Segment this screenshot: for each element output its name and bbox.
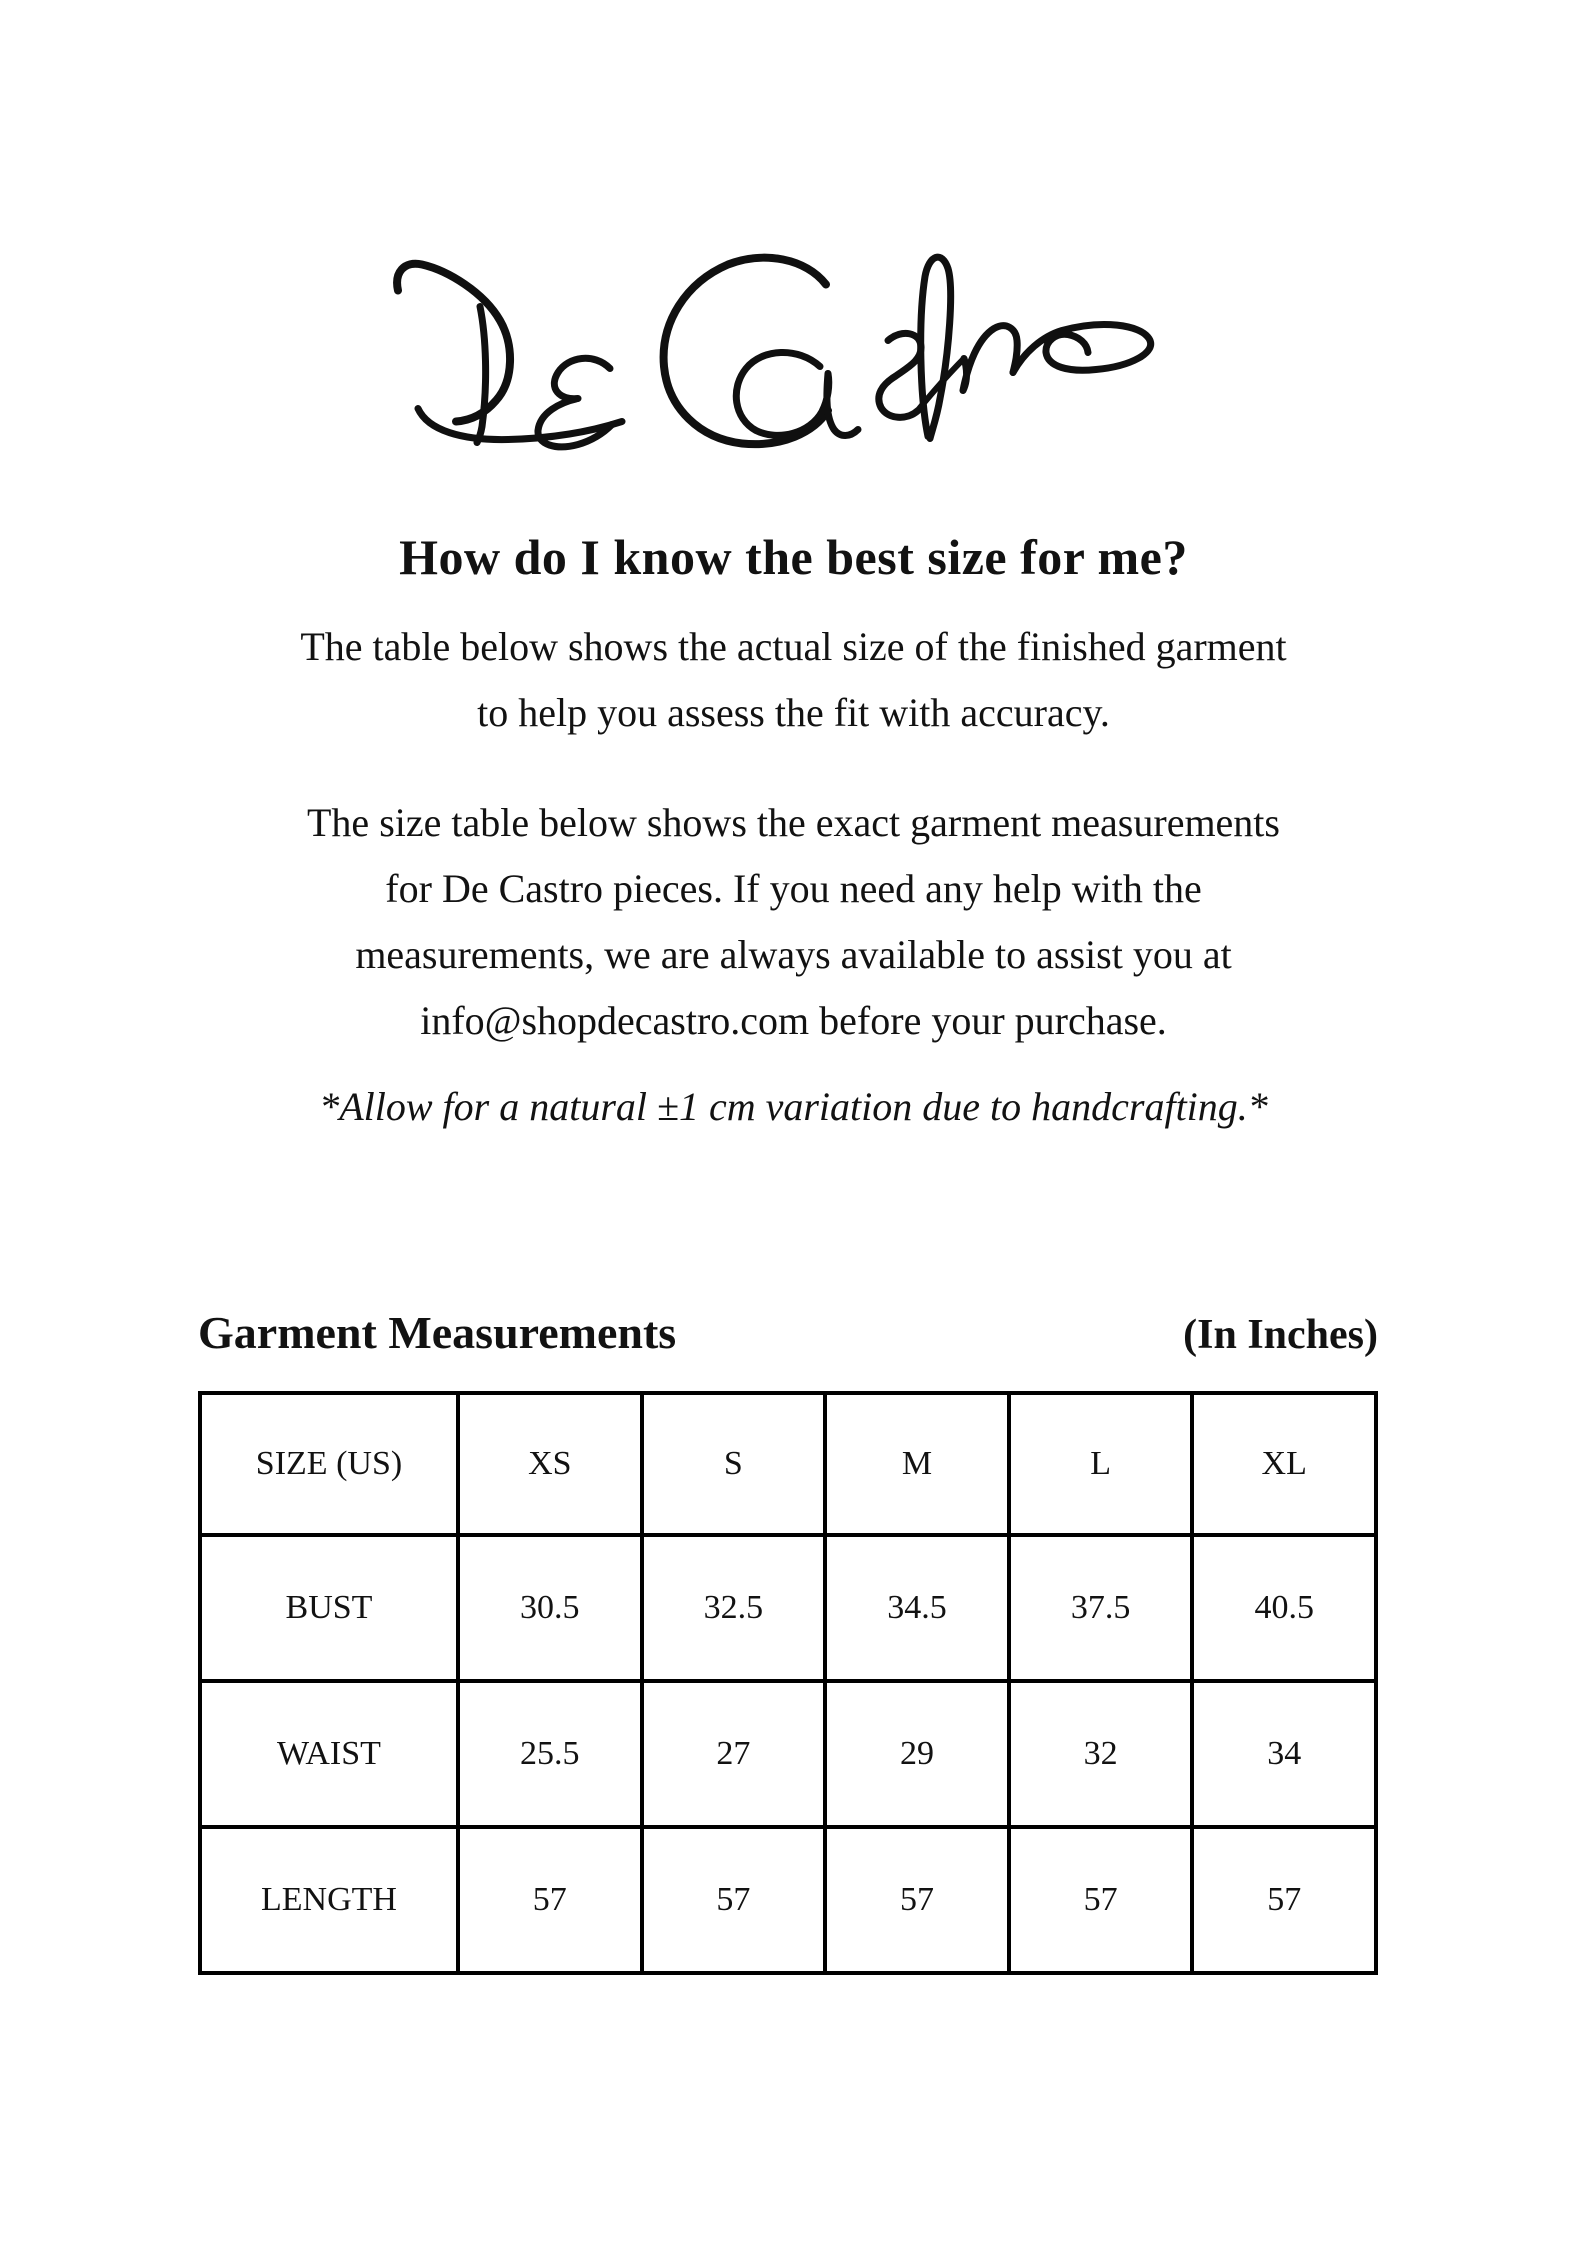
header-cell-xl: XL (1192, 1393, 1376, 1535)
header-cell-xs: XS (458, 1393, 642, 1535)
table-header-row (200, 1393, 1376, 1535)
handcrafting-note: *Allow for a natural ±1 cm variation due to handcrafting.* (319, 1084, 1268, 1129)
header-cell-size: SIZE (US) (200, 1393, 458, 1535)
row-label: WAIST (200, 1681, 458, 1827)
row-label: BUST (200, 1535, 458, 1681)
cell-value: 57 (1192, 1827, 1376, 1973)
header-cell-m: M (825, 1393, 1009, 1535)
cell-value: 40.5 (1192, 1535, 1376, 1681)
measurements-section-header (198, 1306, 1378, 1359)
row-label: LENGTH (200, 1827, 458, 1973)
table-row-length (200, 1827, 1376, 1973)
cell-value: 30.5 (458, 1535, 642, 1681)
measurements-title: Garment Measurements (198, 1307, 677, 1358)
details-line: measurements, we are always available to assist you at (355, 932, 1232, 977)
page-title: How do I know the best size for me? (399, 528, 1188, 585)
table-row-bust (200, 1535, 1376, 1681)
details-paragraph (0, 790, 1587, 1054)
cell-value: 29 (825, 1681, 1009, 1827)
cell-value: 25.5 (458, 1681, 642, 1827)
intro-paragraph (0, 614, 1587, 746)
cell-value: 34 (1192, 1681, 1376, 1827)
intro-line: to help you assess the fit with accuracy. (477, 690, 1110, 735)
cell-value: 57 (458, 1827, 642, 1973)
intro-line: The table below shows the actual size of the finished garment (300, 624, 1287, 669)
header-cell-l: L (1009, 1393, 1193, 1535)
size-table (198, 1391, 1378, 1975)
details-line: info@shopdecastro.com before your purchase. (420, 998, 1167, 1043)
cell-value: 57 (825, 1827, 1009, 1973)
cell-value: 57 (642, 1827, 826, 1973)
cell-value: 57 (1009, 1827, 1193, 1973)
details-line: The size table below shows the exact garment measurements (307, 800, 1280, 845)
cell-value: 32 (1009, 1681, 1193, 1827)
cell-value: 37.5 (1009, 1535, 1193, 1681)
table-row-waist (200, 1681, 1376, 1827)
cell-value: 34.5 (825, 1535, 1009, 1681)
details-line: for De Castro pieces. If you need any help with the (385, 866, 1202, 911)
header-cell-s: S (642, 1393, 826, 1535)
cell-value: 27 (642, 1681, 826, 1827)
measurements-unit: (In Inches) (1183, 1312, 1378, 1358)
cell-value: 32.5 (642, 1535, 826, 1681)
brand-logo-signature (392, 238, 1167, 453)
